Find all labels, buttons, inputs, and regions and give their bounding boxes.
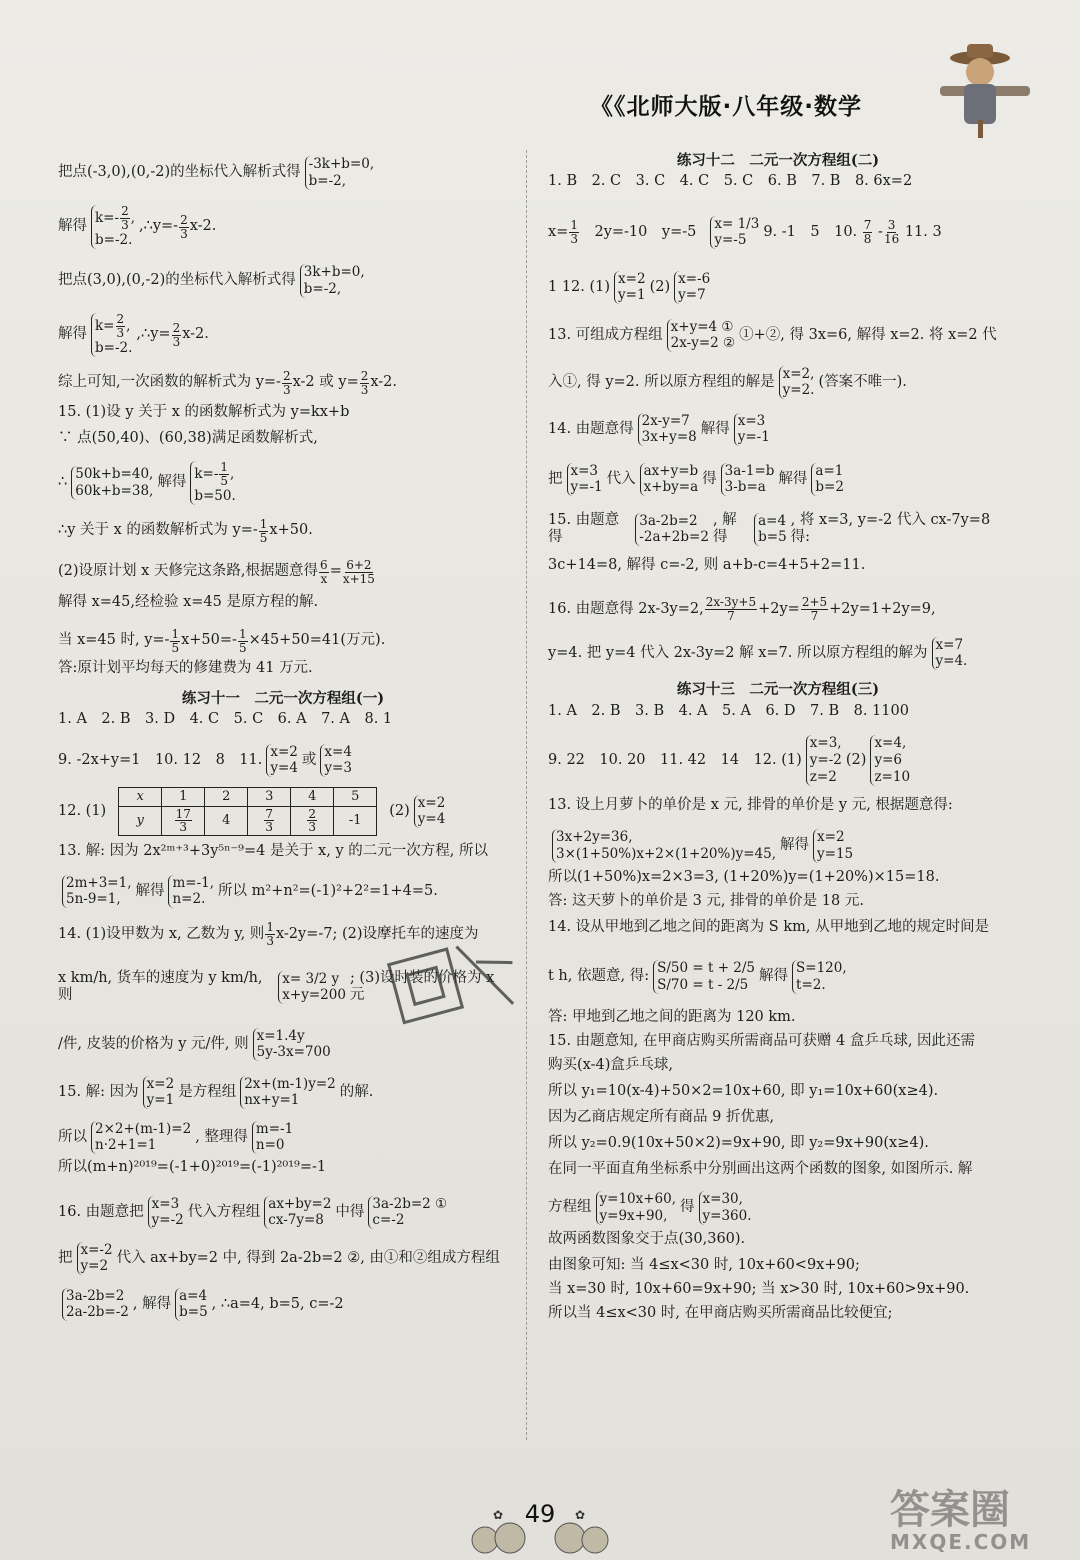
line: 所以 y₂=0.9(10x+50×2)=9x+90, 即 y₂=9x+90(x≥4).	[548, 1134, 929, 1151]
line: 由图象可知: 当 4≤x<30 时, 10x+60<9x+90;	[548, 1256, 860, 1273]
scarecrow-mascot-icon	[920, 40, 1050, 140]
page-header-title: 《《北师大版·八年级·数学	[590, 94, 862, 120]
eq: -3k+b=0,	[308, 156, 375, 173]
line: 3x+2y=36, 3×(1+50%)x+2×(1+20%)y=45, 解得 x=2 y=15	[548, 823, 1008, 869]
line: 所以当 4≤x<30 时, 在甲商店购买所需商品比较便宜;	[548, 1304, 893, 1321]
line: 15. (1)设 y 关于 x 的函数解析式为 y=kx+b	[58, 404, 350, 420]
line: 16. 由题意把 x=3 y=-2 代入方程组 ax+by=2 cx-7y=8 中得 3a-2b=2 ① c=-2	[58, 1195, 448, 1229]
column-divider	[526, 150, 528, 1440]
line: 1 12. (1) x=2 y=1 (2) x=-6 y=7	[548, 270, 711, 304]
line: ∴y 关于 x 的函数解析式为 y=- 1 5 x+50.	[58, 516, 313, 545]
table-cell: y	[119, 806, 162, 835]
line: 所以(1+50%)x=2×3=3, (1+20%)y=(1+20%)×15=18.	[548, 868, 940, 885]
line: 13. 可组成方程组 x+y=4 ① 2x-y=2 ② ①+②, 得 3x=6, 解得 x=2. 将 x=2 代	[548, 318, 997, 352]
line: (2)设原计划 x 天修完这条路,根据题意得 $\frac{6}{x}$ = $\frac{6+2}{x+15}$	[58, 557, 375, 586]
line: 把 x=-2 y=2 代入 ax+by=2 中, 得到 2a-2b=2 ②, 由①和②组成方程组	[58, 1241, 500, 1275]
text: 解得	[58, 326, 87, 343]
line: 9. -2x+y=1 10. 12 8 11. x=2 y=4 或 x=4 y=3	[58, 743, 352, 777]
line: 把 x=3 y=-1 代入 ax+y=b x+by=a 得 3a-1=b 3-b=a 解得 a=1 b=2	[548, 462, 844, 496]
line: 15. 由题意得 3a-2b=2 -2a+2b=2 , 解得 a=4 b=5 , 将 x=3, y=-2 代入 cx-7y=8 得:	[548, 512, 991, 546]
line: 13. 设上月萝卜的单价是 x 元, 排骨的单价是 y 元, 根据题意得:	[548, 796, 953, 813]
line: 14. 设从甲地到乙地之间的距离为 S km, 从甲地到乙地的规定时间是	[548, 918, 990, 935]
table-cell: $\frac{7}{3}$	[248, 806, 291, 835]
section-title-13: 练习十三 二元一次方程组(三)	[676, 681, 880, 699]
line: 方程组 y=10x+60, y=9x+90, 得 x=30, y=360.	[548, 1190, 752, 1224]
line: 3c+14=8, 解得 c=-2, 则 a+b-c=4+5+2=11.	[548, 557, 866, 574]
eq: k=-	[95, 210, 120, 227]
line: 解得 x=45,经检验 x=45 是原方程的解.	[58, 594, 319, 610]
text: 把点(-3,0),(0,-2)的坐标代入解析式得	[58, 164, 301, 181]
line: ∴ 50k+b=40, 60k+b=38, 解得 k=- 1 5 , b=50.	[58, 460, 236, 504]
watermark-url: MXQE.COM	[890, 1530, 1032, 1554]
line: 1. B 2. C 3. C 4. C 5. C 6. B 7. B 8. 6x=2	[548, 173, 913, 190]
line: x km/h, 货车的速度为 y km/h, 则 x= 3/2 y x+y=200 ; (3)设时装的价格为 x 元	[58, 970, 495, 1004]
line: 答: 这天萝卜的单价是 3 元, 排骨的单价是 18 元.	[548, 892, 864, 909]
text: x-2.	[189, 218, 217, 235]
line: 答:原计划平均每天的修建费为 41 万元.	[58, 660, 313, 676]
line: /件, 皮装的价格为 y 元/件, 则 x=1.4y 5y-3x=700	[58, 1027, 331, 1061]
line: 1. A 2. B 3. D 4. C 5. C 6. A 7. A 8. 1	[58, 711, 393, 728]
equation-system: k= $\frac{2}{3}$ , b=-2.	[91, 313, 132, 356]
fraction: 2 3	[180, 212, 188, 241]
fraction: 2 3	[121, 204, 129, 233]
table-cell: 4	[205, 806, 248, 835]
table-cell: $\frac{17}{3}$	[162, 806, 205, 835]
line: 购买(x-4)盒乒乓球,	[548, 1056, 673, 1073]
equation-system	[305, 156, 374, 190]
line	[58, 258, 508, 304]
svg-text:✿: ✿	[493, 1508, 504, 1522]
line: 解得 k= $\frac{2}{3}$ , b=-2. ,∴y= $\frac{2}{3}$ x-2.	[58, 312, 209, 356]
line: 所以 y₁=10(x-4)+50×2=10x+60, 即 y₁=10x+60(x≥4).	[548, 1082, 939, 1099]
eq: b=-2,	[308, 173, 347, 189]
left-column	[58, 150, 508, 1327]
line: y=4. 把 y=4 代入 2x-3y=2 解 x=7. 所以原方程组的解为 x=7 y=4.	[548, 636, 968, 670]
table-cell: 3	[248, 788, 291, 807]
table-cell: x	[119, 788, 162, 807]
equation-system: 3k+b=0, b=-2,	[300, 264, 365, 298]
line: 14. (1)设甲数为 x, 乙数为 y, 则 1 3 x-2y=-7; (2)设摩托车的速度为	[58, 920, 479, 948]
svg-text:✿: ✿	[575, 1508, 586, 1522]
line: 在同一平面直角坐标系中分别画出这两个函数的图象, 如图所示. 解	[548, 1160, 973, 1177]
line: 答: 甲地到乙地之间的距离为 120 km.	[548, 1008, 796, 1025]
page-number: 49	[524, 1500, 556, 1528]
table-cell: $\frac{2}{3}$	[291, 806, 334, 835]
line: 因为乙商店规定所有商品 9 折优惠,	[548, 1108, 775, 1125]
line: 故两函数图象交于点(30,360).	[548, 1230, 746, 1247]
line: 15. 由题意知, 在甲商店购买所需商品可获赠 4 盒乒乓球, 因此还需	[548, 1032, 976, 1049]
line: 14. 由题意得 2x-y=7 3x+y=8 解得 x=3 y=-1	[548, 412, 770, 446]
line: 16. 由题意得 2x-3y=2, 2x-3y+5 7 +2y= $\frac{2+5}{7}$ +2y=1+2y=9,	[548, 595, 936, 623]
line: 2m+3=1, 5n-9=1, 解得 m=-1, n=2. 所以 m²+n²=(-1)²+2²=1+4=5.	[58, 869, 508, 913]
line: 9. 22 10. 20 11. 42 14 12. (1) x=3, y=-2 z=2 (2) x=4, y=6 z=10	[548, 735, 911, 786]
table-cell: 5	[334, 788, 377, 807]
line: 当 x=45 时, y=- 1 5 x+50=- $\frac{1}{5}$ ×45+50=41(万元).	[58, 626, 386, 655]
stamp-mark-icon	[360, 930, 540, 1070]
line: 13. 解: 因为 2x²ᵐ⁺³+3y⁵ⁿ⁻⁹=4 是关于 x, y 的二元一次方程, 所以	[58, 843, 488, 860]
watermark-text: 答案圈	[890, 1487, 1010, 1533]
section-title-12: 练习十二 二元一次方程组(二)	[676, 152, 880, 169]
line	[58, 196, 508, 258]
line: 15. 解: 因为 x=2 y=1 是方程组 2x+(m-1)y=2 nx+y=1 的解.	[58, 1075, 374, 1109]
text: 把点(3,0),(0,-2)的坐标代入解析式得	[58, 272, 296, 289]
right-column	[548, 150, 1008, 1329]
table-cell: 2	[205, 788, 248, 807]
table-cell: 1	[162, 788, 205, 807]
line: 12. (1) x 1 2 3 4 5 y $\frac{17}{3}$ 4 $\frac{7}{3}$ $\frac{2}{3}$ -1 (2) x=2 y=4	[58, 789, 446, 835]
value-table	[118, 787, 377, 836]
line: 入①, 得 y=2. 所以原方程组的解是 x=2, y=2. (答案不唯一).	[548, 365, 907, 399]
text: 解得	[58, 218, 87, 235]
text: ,∴y=-	[139, 218, 179, 235]
line: x= $\frac{1}{3}$ 2y=-10 y=-5 x= 1/3 y=-5 9. -1 5 10. 7 8 - 3 16 11. 3	[548, 215, 942, 249]
line: 当 x=30 时, 10x+60=9x+90; 当 x>30 时, 10x+60>9x+90.	[548, 1280, 970, 1297]
watermark-logo	[890, 1487, 1070, 1560]
line: 3a-2b=2 2a-2b=-2 , 解得 a=4 b=5 , ∴a=4, b=5, c=-2	[58, 1281, 508, 1327]
section-title-11: 练习十一 二元一次方程组(一)	[181, 690, 385, 707]
line: ∵ 点(50,40)、(60,38)满足函数解析式,	[58, 430, 318, 446]
line: 所以(m+n)²⁰¹⁹=(-1+0)²⁰¹⁹=(-1)²⁰¹⁹=-1	[58, 1159, 327, 1176]
eq: b=-2.	[95, 231, 133, 248]
line	[58, 150, 508, 196]
table-cell: 4	[291, 788, 334, 807]
line: 综上可知,一次函数的解析式为 y=- 2 3 x-2 或 y= $\frac{2}{3}$ x-2.	[58, 368, 398, 397]
equation-system: k=- 2 3 , b=-2.	[91, 205, 135, 248]
line: 1. A 2. B 3. B 4. A 5. A 6. D 7. B 8. 1100	[548, 702, 909, 719]
line: t h, 依题意, 得: S/50 = t + 2/5 S/70 = t - 2/5 解得 S=120, t=2.	[548, 959, 847, 993]
table-cell: -1	[334, 806, 377, 835]
line: 所以 2×2+(m-1)=2 n·2+1=1 , 整理得 m=-1 n=0	[58, 1120, 294, 1154]
